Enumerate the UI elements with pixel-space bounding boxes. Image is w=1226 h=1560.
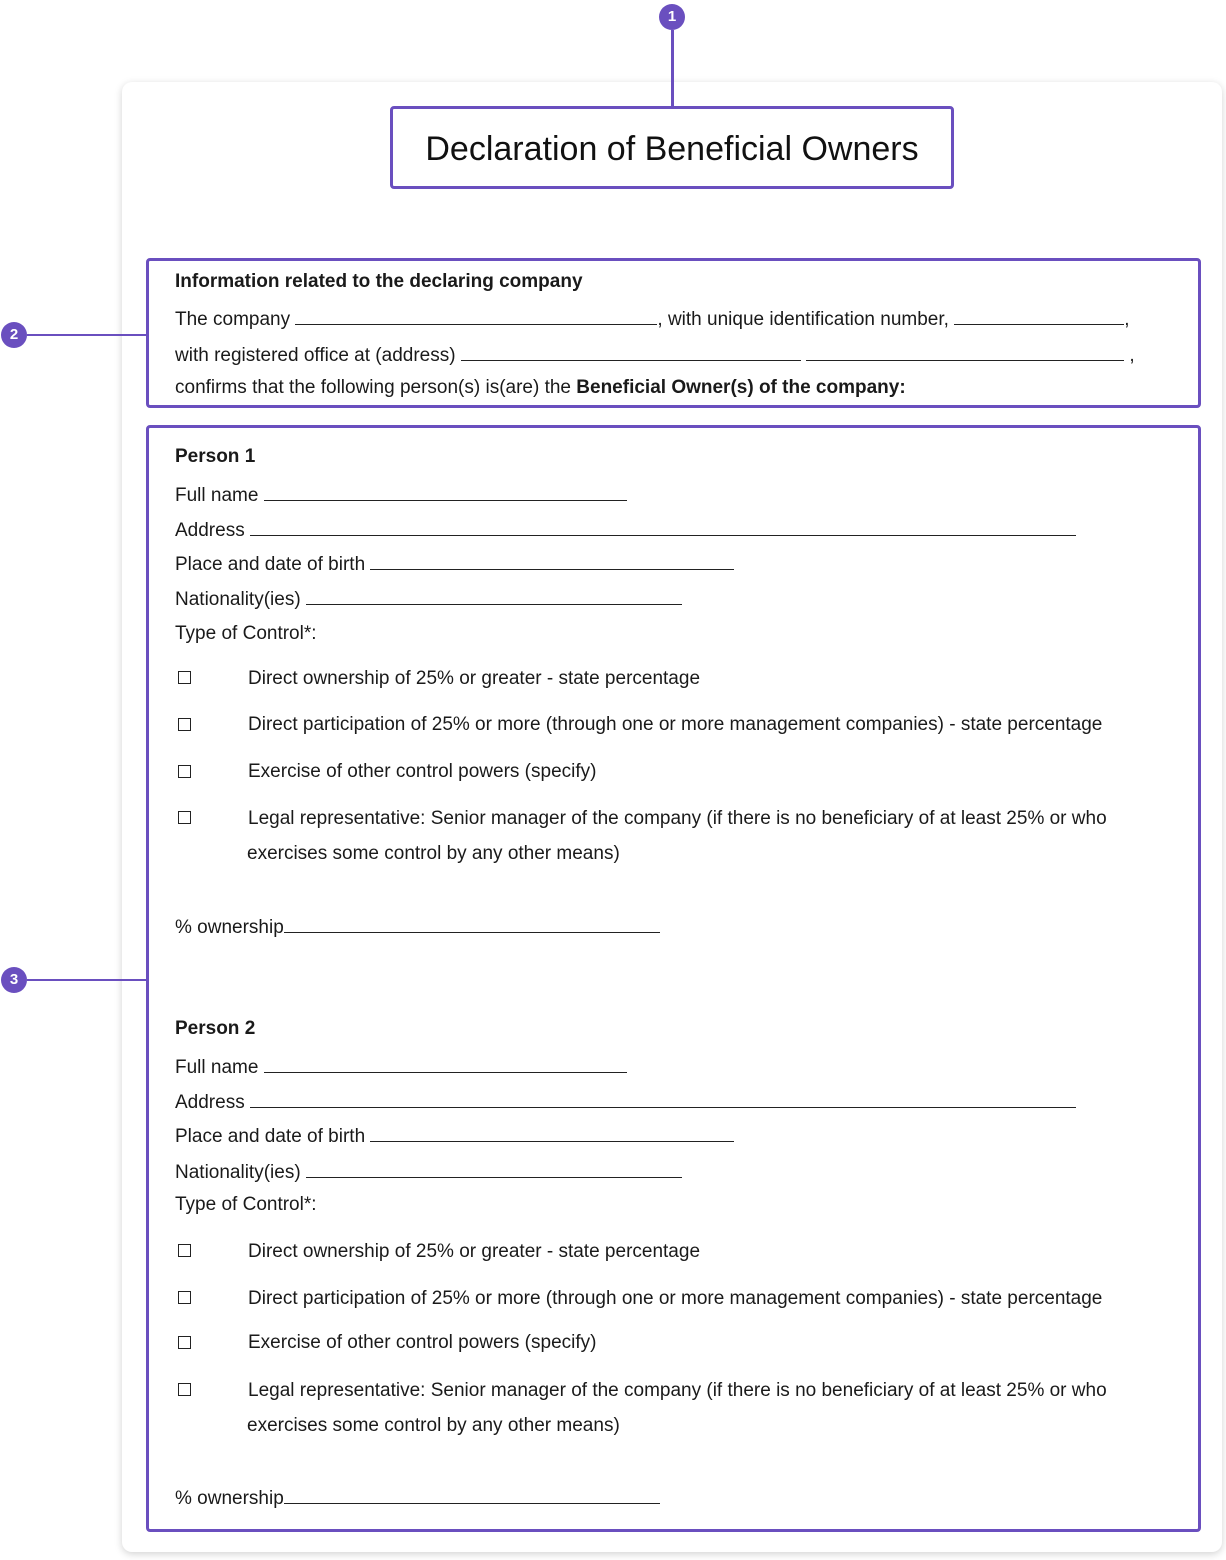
person-2-control-label: Type of Control*:: [175, 1194, 317, 1215]
office-address-field-1[interactable]: [461, 342, 801, 361]
ownership-label: % ownership: [175, 917, 284, 938]
person-1-option-1-checkbox[interactable]: [178, 671, 191, 684]
person-2-birth-row: [175, 1123, 734, 1148]
callout-line-3: [27, 979, 146, 981]
person-2-option-1-checkbox[interactable]: [178, 1244, 191, 1257]
person-2-option-1-label: Direct ownership of 25% or greater - state percentage: [248, 1241, 701, 1262]
comma: ,: [1129, 345, 1135, 366]
confirm-text: confirms that the following person(s) is(are) the: [175, 377, 571, 398]
address-label: Address: [175, 1092, 245, 1113]
person-1-option-2-checkbox[interactable]: [178, 718, 191, 731]
person-1-control-label: Type of Control*:: [175, 623, 317, 644]
person-1-option-1-label: Direct ownership of 25% or greater - state percentage: [248, 668, 701, 689]
company-name-label: The company: [175, 309, 291, 330]
person-1-birth-row: [175, 551, 734, 576]
person-2-option-2-checkbox[interactable]: [178, 1291, 191, 1304]
nationality-label: Nationality(ies): [175, 1162, 301, 1183]
nationality-field[interactable]: [306, 1159, 682, 1178]
full-name-field[interactable]: [264, 482, 627, 501]
person-1-heading: Person 1: [175, 446, 256, 467]
company-name-field[interactable]: [295, 306, 657, 325]
birth-field[interactable]: [370, 551, 734, 570]
office-address-label: with registered office at (address): [175, 345, 456, 366]
person-2-address-row: [175, 1089, 1076, 1114]
callout-marker-1: 1: [659, 4, 685, 30]
person-1-option-4-label: Legal representative: Senior manager of the company (if there is no beneficiary of at least 25% or who: [248, 808, 1107, 829]
birth-field[interactable]: [370, 1123, 734, 1142]
person-1-full-name-row: [175, 482, 627, 507]
person-1-option-4-label-cont: exercises some control by any other means): [247, 843, 620, 864]
person-2-full-name-row: [175, 1054, 627, 1079]
beneficial-owner-text: Beneficial Owner(s) of the company:: [576, 377, 906, 398]
ownership-field[interactable]: [284, 1485, 660, 1504]
company-line-3: [175, 377, 906, 399]
address-field[interactable]: [250, 517, 1076, 536]
full-name-label: Full name: [175, 485, 259, 506]
callout-marker-2: 2: [1, 322, 27, 348]
person-2-option-4-label: Legal representative: Senior manager of the company (if there is no beneficiary of at least 25% or who: [248, 1380, 1107, 1401]
full-name-label: Full name: [175, 1057, 259, 1078]
callout-marker-3: 3: [1, 967, 27, 993]
person-1-option-3-label: Exercise of other control powers (specify): [248, 761, 597, 782]
person-2-option-3-label: Exercise of other control powers (specify): [248, 1332, 597, 1353]
person-2-ownership-row: [175, 1485, 660, 1510]
full-name-field[interactable]: [264, 1054, 627, 1073]
title-highlight: [390, 106, 954, 189]
person-2-heading: Person 2: [175, 1018, 256, 1039]
company-line-2: [175, 342, 1135, 367]
id-number-field[interactable]: [954, 306, 1124, 325]
callout-line-2: [27, 334, 146, 336]
person-2-option-4-label-cont: exercises some control by any other means): [247, 1415, 620, 1436]
nationality-field[interactable]: [306, 586, 682, 605]
address-label: Address: [175, 520, 245, 541]
person-2-option-3-checkbox[interactable]: [178, 1336, 191, 1349]
id-number-label: , with unique identification number,: [657, 309, 949, 330]
ownership-label: % ownership: [175, 1488, 284, 1509]
company-heading: Information related to the declaring company: [175, 271, 583, 292]
person-2-option-2-label: Direct participation of 25% or more (through one or more management companies) - state percentage: [248, 1288, 1103, 1309]
nationality-label: Nationality(ies): [175, 589, 301, 610]
person-1-option-3-checkbox[interactable]: [178, 765, 191, 778]
person-2-option-4-checkbox[interactable]: [178, 1383, 191, 1396]
person-1-nationality-row: [175, 586, 682, 611]
document-title: Declaration of Beneficial Owners: [425, 130, 919, 168]
person-1-option-2-label: Direct participation of 25% or more (through one or more management companies) - state percentage: [248, 714, 1103, 735]
birth-label: Place and date of birth: [175, 1126, 366, 1147]
office-address-field-2[interactable]: [806, 342, 1124, 361]
birth-label: Place and date of birth: [175, 554, 366, 575]
address-field[interactable]: [250, 1089, 1076, 1108]
person-1-option-4-checkbox[interactable]: [178, 811, 191, 824]
callout-line-1: [671, 30, 674, 106]
person-1-ownership-row: [175, 914, 660, 939]
comma: ,: [1124, 309, 1130, 330]
ownership-field[interactable]: [284, 914, 660, 933]
company-line-1: [175, 306, 1129, 331]
person-1-address-row: [175, 517, 1076, 542]
person-2-nationality-row: [175, 1159, 682, 1184]
